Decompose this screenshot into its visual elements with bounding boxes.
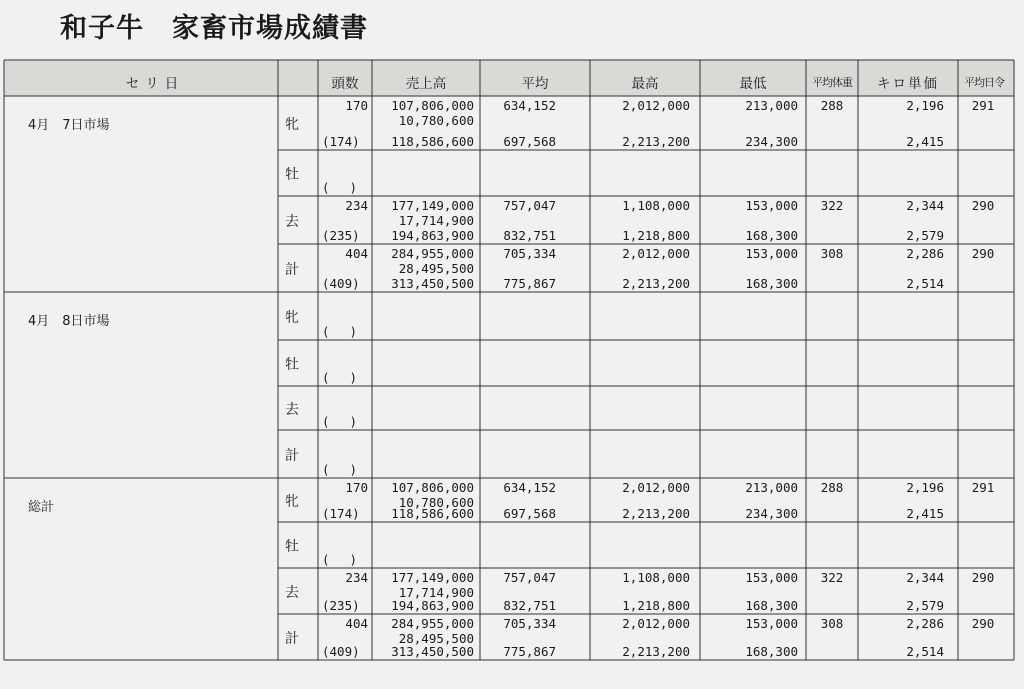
head-count-paren: ( ) <box>322 324 358 339</box>
sales-total: 313,450,500 <box>391 644 474 659</box>
avg-weight: 322 <box>820 570 844 585</box>
row-kind: 牡 <box>285 357 299 373</box>
head-count-paren: ( ) <box>322 552 358 567</box>
row-kind: 去 <box>285 402 299 418</box>
avg-price: 705,334 <box>503 246 556 261</box>
avg-price: 757,047 <box>503 570 556 585</box>
avg-weight: 288 <box>820 480 844 495</box>
sales-total: 194,863,900 <box>391 228 474 243</box>
min-price: 213,000 <box>745 98 798 113</box>
head-count-paren: (174) <box>322 134 360 149</box>
group-label: 4月 7日市場 <box>28 118 110 133</box>
head-count: 170 <box>345 98 368 113</box>
kg-price: 2,286 <box>906 246 944 261</box>
document-title: 和子牛 家畜市場成績書 <box>60 13 368 44</box>
avg-weight: 288 <box>820 98 844 113</box>
avg-price: 757,047 <box>503 198 556 213</box>
min-price: 153,000 <box>745 616 798 631</box>
sales-total: 118,586,600 <box>391 134 474 149</box>
min-price-incl: 168,300 <box>745 598 798 613</box>
group-label: 総計 <box>28 500 55 515</box>
kg-price-incl: 2,415 <box>906 506 944 521</box>
avg-price-incl: 697,568 <box>503 134 556 149</box>
max-price: 2,012,000 <box>622 480 690 495</box>
head-count-paren: (235) <box>322 598 360 613</box>
avg-weight: 322 <box>820 198 844 213</box>
max-price-incl: 2,213,200 <box>622 134 690 149</box>
avg-price-incl: 832,751 <box>503 598 556 613</box>
group-label: 4月 8日市場 <box>28 314 110 329</box>
row-kind: 牡 <box>285 539 299 555</box>
max-price: 1,108,000 <box>622 198 690 213</box>
header-avg-weight: 平均体重 <box>812 76 852 89</box>
avg-age: 290 <box>971 198 995 213</box>
max-price: 2,012,000 <box>622 246 690 261</box>
head-count: 234 <box>345 570 368 585</box>
sales-tax: 28,495,500 <box>398 261 474 276</box>
avg-weight: 308 <box>820 616 844 631</box>
max-price-incl: 2,213,200 <box>622 506 690 521</box>
kg-price-incl: 2,579 <box>906 598 944 613</box>
row-kind: 計 <box>285 262 299 278</box>
min-price: 153,000 <box>745 570 798 585</box>
sales: 177,149,000 <box>391 570 474 585</box>
head-count-paren: ( ) <box>322 180 358 195</box>
avg-weight: 308 <box>820 246 844 261</box>
header-max: 最高 <box>631 76 659 92</box>
sales: 284,955,000 <box>391 616 474 631</box>
min-price: 213,000 <box>745 480 798 495</box>
min-price-incl: 168,300 <box>745 228 798 243</box>
kg-price: 2,344 <box>906 570 944 585</box>
head-count-paren: (235) <box>322 228 360 243</box>
row-kind: 牝 <box>285 494 299 510</box>
avg-age: 291 <box>971 480 995 495</box>
sales: 107,806,000 <box>391 98 474 113</box>
avg-price-incl: 775,867 <box>503 276 556 291</box>
avg-age: 291 <box>971 98 995 113</box>
head-count-paren: ( ) <box>322 414 358 429</box>
sales-tax: 10,780,600 <box>398 495 474 510</box>
head-count-paren: (409) <box>322 276 360 291</box>
kg-price-incl: 2,579 <box>906 228 944 243</box>
sales-tax: 17,714,900 <box>398 585 474 600</box>
head-count: 404 <box>345 246 368 261</box>
head-count: 170 <box>345 480 368 495</box>
kg-price: 2,344 <box>906 198 944 213</box>
row-kind: 計 <box>285 631 299 647</box>
row-kind: 牝 <box>285 117 299 133</box>
sales-tax: 10,780,600 <box>398 113 474 128</box>
header-kg-price: キロ単価 <box>877 76 939 92</box>
avg-price: 634,152 <box>503 98 556 113</box>
sales: 177,149,000 <box>391 198 474 213</box>
header-seri: セリ日 <box>125 76 185 92</box>
head-count: 234 <box>345 198 368 213</box>
kg-price: 2,196 <box>906 480 944 495</box>
header-avg: 平均 <box>521 76 549 92</box>
row-kind: 去 <box>285 214 299 230</box>
row-kind: 牡 <box>285 167 299 183</box>
row-kind: 牝 <box>285 310 299 326</box>
kg-price: 2,286 <box>906 616 944 631</box>
head-count: 404 <box>345 616 368 631</box>
head-count-paren: (174) <box>322 506 360 521</box>
sales-total: 313,450,500 <box>391 276 474 291</box>
sales-total: 118,586,600 <box>391 506 474 521</box>
avg-age: 290 <box>971 246 995 261</box>
kg-price-incl: 2,514 <box>906 644 944 659</box>
max-price: 2,012,000 <box>622 616 690 631</box>
head-count-paren: ( ) <box>322 370 358 385</box>
avg-price: 634,152 <box>503 480 556 495</box>
kg-price-incl: 2,514 <box>906 276 944 291</box>
min-price-incl: 234,300 <box>745 134 798 149</box>
min-price: 153,000 <box>745 246 798 261</box>
row-kind: 計 <box>285 448 299 464</box>
header-min: 最低 <box>739 76 767 92</box>
avg-age: 290 <box>971 570 995 585</box>
sales: 107,806,000 <box>391 480 474 495</box>
min-price-incl: 168,300 <box>745 276 798 291</box>
kg-price-incl: 2,415 <box>906 134 944 149</box>
head-count-paren: ( ) <box>322 462 358 477</box>
avg-price-incl: 832,751 <box>503 228 556 243</box>
max-price: 1,108,000 <box>622 570 690 585</box>
kg-price: 2,196 <box>906 98 944 113</box>
max-price: 2,012,000 <box>622 98 690 113</box>
header-avg-age: 平均日令 <box>964 76 1004 89</box>
min-price: 153,000 <box>745 198 798 213</box>
avg-price-incl: 775,867 <box>503 644 556 659</box>
avg-price: 705,334 <box>503 616 556 631</box>
max-price-incl: 1,218,800 <box>622 598 690 613</box>
sales-tax: 17,714,900 <box>398 213 474 228</box>
row-kind: 去 <box>285 585 299 601</box>
sales-total: 194,863,900 <box>391 598 474 613</box>
max-price-incl: 2,213,200 <box>622 644 690 659</box>
avg-price-incl: 697,568 <box>503 506 556 521</box>
min-price-incl: 234,300 <box>745 506 798 521</box>
sales-tax: 28,495,500 <box>398 631 474 646</box>
header-count: 頭数 <box>331 76 359 92</box>
head-count-paren: (409) <box>322 644 360 659</box>
sales: 284,955,000 <box>391 246 474 261</box>
min-price-incl: 168,300 <box>745 644 798 659</box>
max-price-incl: 1,218,800 <box>622 228 690 243</box>
avg-age: 290 <box>971 616 995 631</box>
header-sales: 売上高 <box>405 76 447 92</box>
max-price-incl: 2,213,200 <box>622 276 690 291</box>
